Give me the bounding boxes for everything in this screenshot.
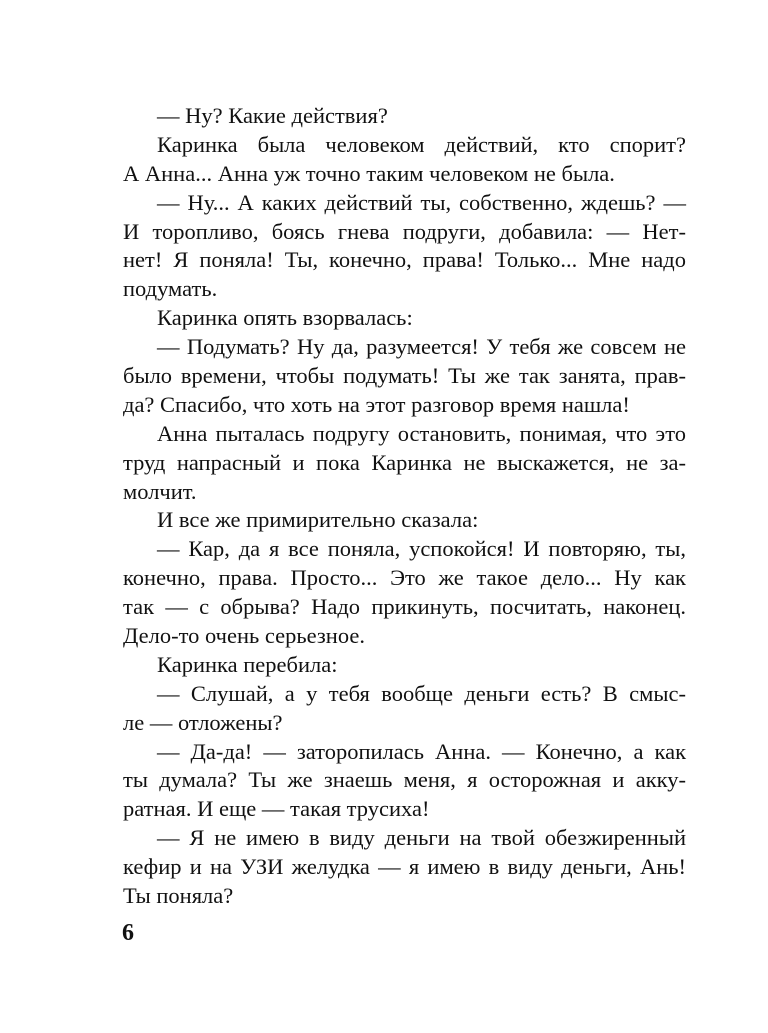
paragraph [123,102,686,131]
page-number: 6 [122,920,134,946]
text-line: Каринка была человеком действий, кто спорит? [157,131,686,157]
text-line: — Слушай, а у тебя вообще деньги есть? В смыс- [157,680,686,706]
text-line: Каринка перебила: [157,651,338,677]
paragraph [123,131,686,189]
text-line: ратная. И еще — такая трусиха! [123,796,430,822]
text-line: А Анна... Анна уж точно таким человеком не была. [123,160,615,186]
text-line: Ты поняла? [123,883,234,909]
text-line: — Ну... А каких действий ты, собственно, ждешь? — [157,189,686,215]
paragraph [123,824,686,911]
text-line: кефир и на УЗИ желудка — я имею в виду деньги, Ань! [123,854,686,880]
text-line: конечно, права. Просто... Это же такое дело... Ну как [123,565,686,591]
text-line: Анна пыталась подругу остановить, понимая, что это [157,420,686,446]
text-line: молчит. [123,478,197,504]
text-line: ле — отложены? [123,709,283,735]
text-line: подумать. [123,276,218,302]
paragraph [123,680,686,738]
text-line: — Ну? Какие действия? [157,103,388,128]
text-line: И все же примирительно сказала: [157,507,479,533]
text-line: труд напрасный и пока Каринка не выскажется, не за- [123,449,686,475]
text-line: — Да-да! — заторопилась Анна. — Конечно, а как [157,738,686,764]
paragraph [123,333,686,420]
text-line: И торопливо, боясь гнева подруги, добавила: — Нет- [123,218,686,244]
text-line: так — с обрыва? Надо прикинуть, посчитать, наконец. [123,594,686,620]
text-line: нет! Я поняла! Ты, конечно, права! Только... Мне надо [123,247,686,273]
text-line: да? Спасибо, что хоть на этот разговор время нашла! [123,391,630,417]
paragraph [123,535,686,651]
paragraph [123,420,686,507]
text-line: — Я не имею в виду деньги на твой обезжиренный [157,825,686,851]
text-line: ты думала? Ты же знаешь меня, я осторожная и акку- [123,767,686,793]
text-line: Дело-то очень серьезное. [123,623,365,649]
text-line: — Подумать? Ну да, разумеется! У тебя же совсем не [157,334,686,360]
paragraph [123,651,686,680]
text-line: Каринка опять взорвалась: [157,305,413,331]
text-line: — Кар, да я все поняла, успокойся! И повторяю, ты, [157,536,686,562]
paragraph [123,304,686,333]
text-line: было времени, чтобы подумать! Ты же так занята, прав- [123,363,686,389]
paragraph [123,189,686,305]
paragraph [123,506,686,535]
text-body [123,102,686,911]
paragraph [123,738,686,825]
